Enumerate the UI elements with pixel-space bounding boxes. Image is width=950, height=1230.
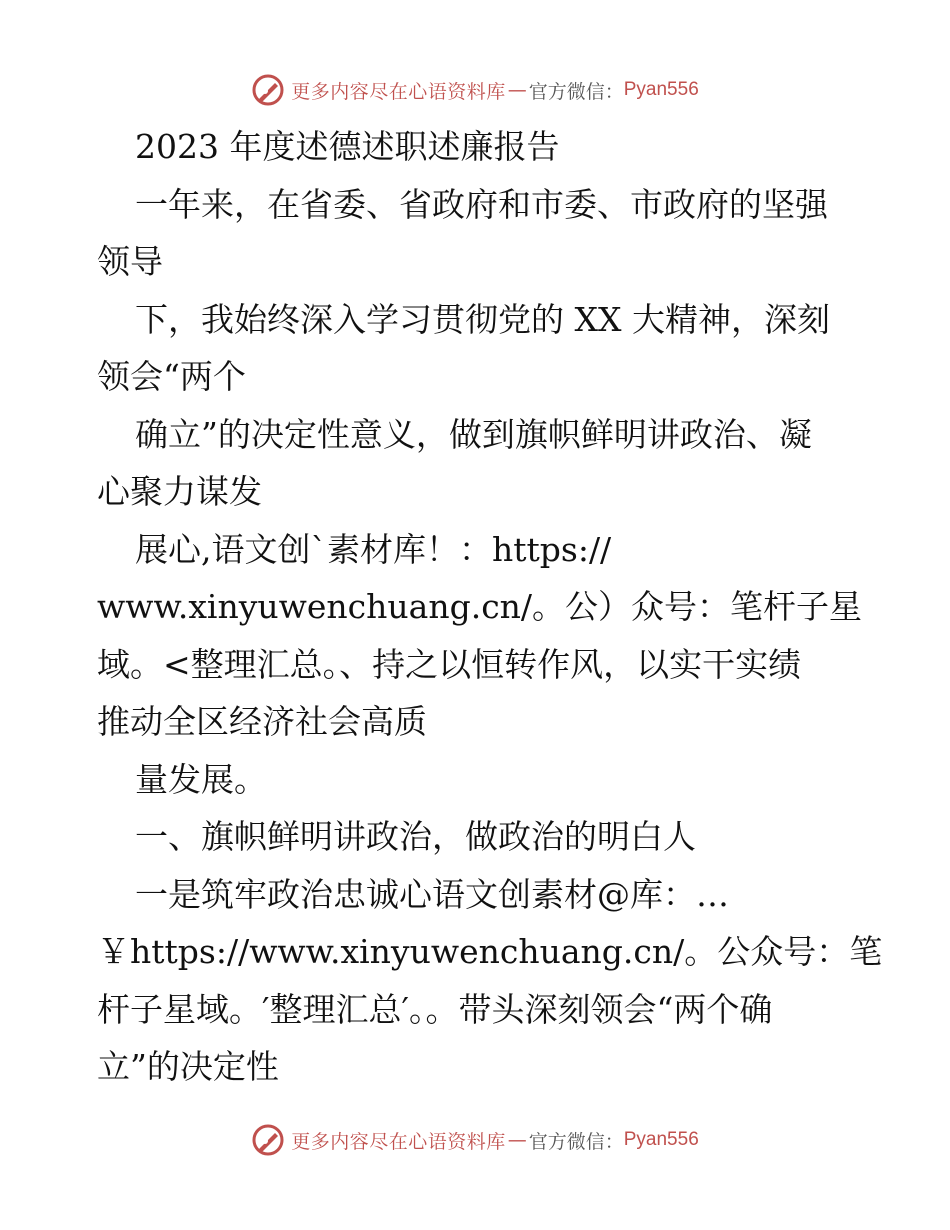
paragraph-line: 展心,语文创`素材库！：https:// xyxy=(135,529,612,569)
banner-wechat-id: Pyan556 xyxy=(623,79,699,100)
paragraph-line: 下，我始终深入学习贯彻党的 XX 大精神，深刻 xyxy=(135,299,830,339)
header-banner xyxy=(0,70,950,110)
pen-logo-icon xyxy=(251,73,285,107)
banner-wechat-id: Pyan556 xyxy=(623,1129,699,1150)
footer-banner xyxy=(0,1120,950,1160)
paragraph-line: www.xinyuwenchuang.cn/。公）众号：笔杆子星 xyxy=(97,587,863,626)
banner-wechat-label: 官方微信： xyxy=(528,80,624,103)
pen-logo-icon xyxy=(251,1123,285,1157)
banner-title: 更多内容尽在心语资料库 xyxy=(291,1130,506,1153)
paragraph-line: 领会“两个 xyxy=(97,357,246,396)
paragraph-line: 领导 xyxy=(97,242,163,281)
paragraph-line: 域。<整理汇总。、持之以恒转作风，以实干实绩 xyxy=(97,644,802,684)
paragraph-line: 一是筑牢政治忠诚心语文创素材@库：… xyxy=(135,874,729,914)
banner-wechat-label: 官方微信： xyxy=(528,1130,624,1153)
doc-title: 2023 年度述德述职述廉报告 xyxy=(135,127,560,166)
paragraph-line: 立”的决定性 xyxy=(97,1047,279,1086)
banner-dash: — xyxy=(507,1129,527,1151)
section-heading: 一、旗帜鲜明讲政治，做政治的明白人 xyxy=(135,817,696,856)
paragraph-line: 确立”的决定性意义，做到旗帜鲜明讲政治、凝 xyxy=(135,414,812,454)
document-body xyxy=(97,118,883,1096)
banner-title: 更多内容尽在心语资料库 xyxy=(291,80,506,103)
paragraph-line: 心聚力谋发 xyxy=(97,472,262,511)
paragraph-line: ￥https://www.xinyuwenchuang.cn/。公众号：笔 xyxy=(97,932,883,971)
paragraph-line: 杆子星域。′整理汇总′。。带头深刻领会“两个确 xyxy=(97,989,773,1029)
paragraph-line: 量发展。 xyxy=(135,759,267,799)
banner-dash: — xyxy=(507,79,527,101)
paragraph-line: 一年来，在省委、省政府和市委、市政府的坚强 xyxy=(135,184,828,224)
paragraph-line: 推动全区经济社会高质 xyxy=(97,702,427,741)
